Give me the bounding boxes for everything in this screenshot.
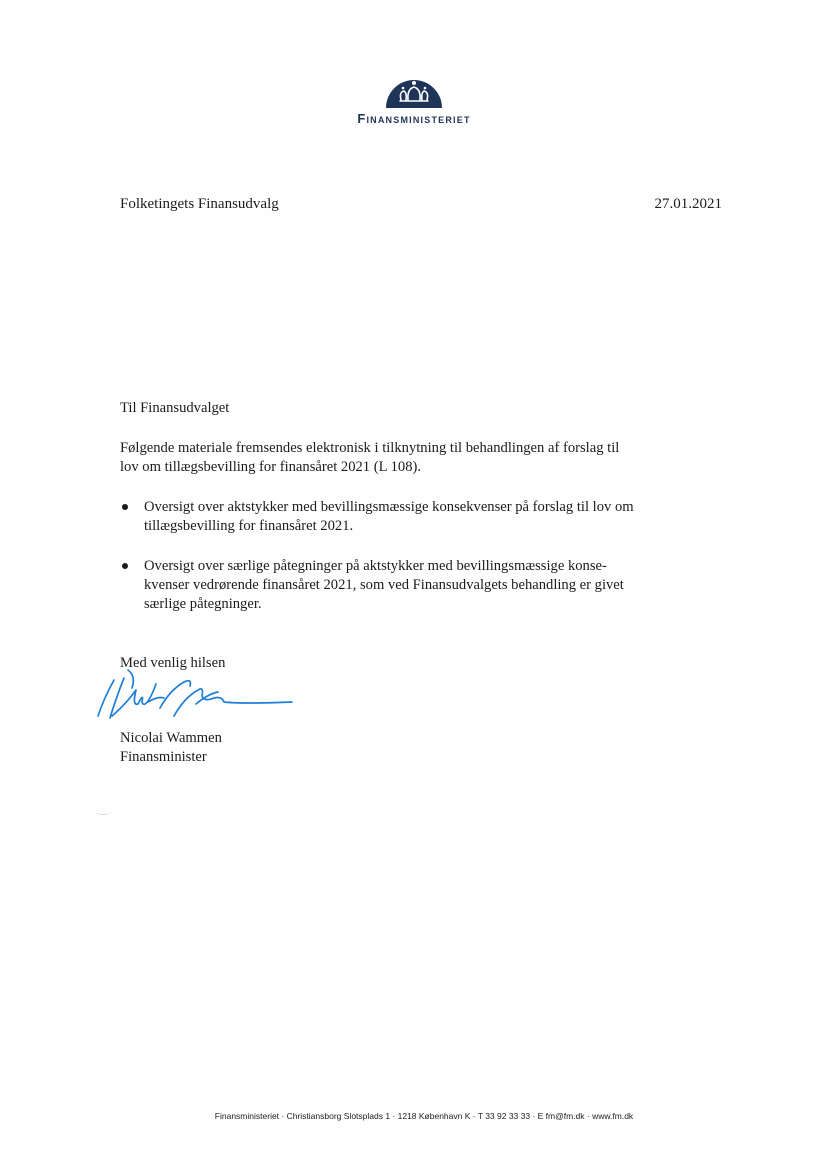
bullet-icon <box>122 504 128 510</box>
list-item <box>120 498 640 536</box>
recipient: Folketingets Finansudvalg <box>120 196 279 212</box>
list-item <box>120 557 640 614</box>
handwritten-signature <box>92 668 302 724</box>
salutation: Til Finansudvalget <box>120 400 230 416</box>
letter-body <box>120 399 640 635</box>
signer-title: Finansminister <box>120 749 207 765</box>
scan-mark <box>96 810 110 815</box>
crown-icon <box>384 74 444 108</box>
closing-line: Med venlig hilsen <box>120 655 226 671</box>
ministry-logo <box>300 74 528 130</box>
logo-wordmark: Finansministeriet <box>357 111 471 126</box>
bullet-list <box>120 498 640 614</box>
letter-date: 27.01.2021 <box>654 196 722 212</box>
bullet-icon <box>122 563 128 569</box>
footer-contact: Finansministeriet · Christiansborg Slotsplads 1 · 1218 København K · T 33 92 33 33 · E fm@fm.dk · www.fm.dk <box>214 1111 634 1121</box>
signer-block <box>120 729 222 767</box>
signer-name: Nicolai Wammen <box>120 730 222 746</box>
list-item-text: Oversigt over aktstykker med bevillingsmæssige konsekvenser på forslag til lov om tillægsbevilling for finansåret 2021. <box>144 499 634 534</box>
intro-paragraph: Følgende materiale fremsendes elektronisk i tilknytning til behandlingen af forslag til lov om tillægsbevilling for finansåret 2021 (L 108). <box>120 440 620 475</box>
list-item-text: Oversigt over særlige påtegninger på aktstykker med bevillingsmæssige konse-kvenser vedrørende finansåret 2021, som ved Finansudvalgets behandling er givet særlige påtegninger. <box>144 558 624 612</box>
